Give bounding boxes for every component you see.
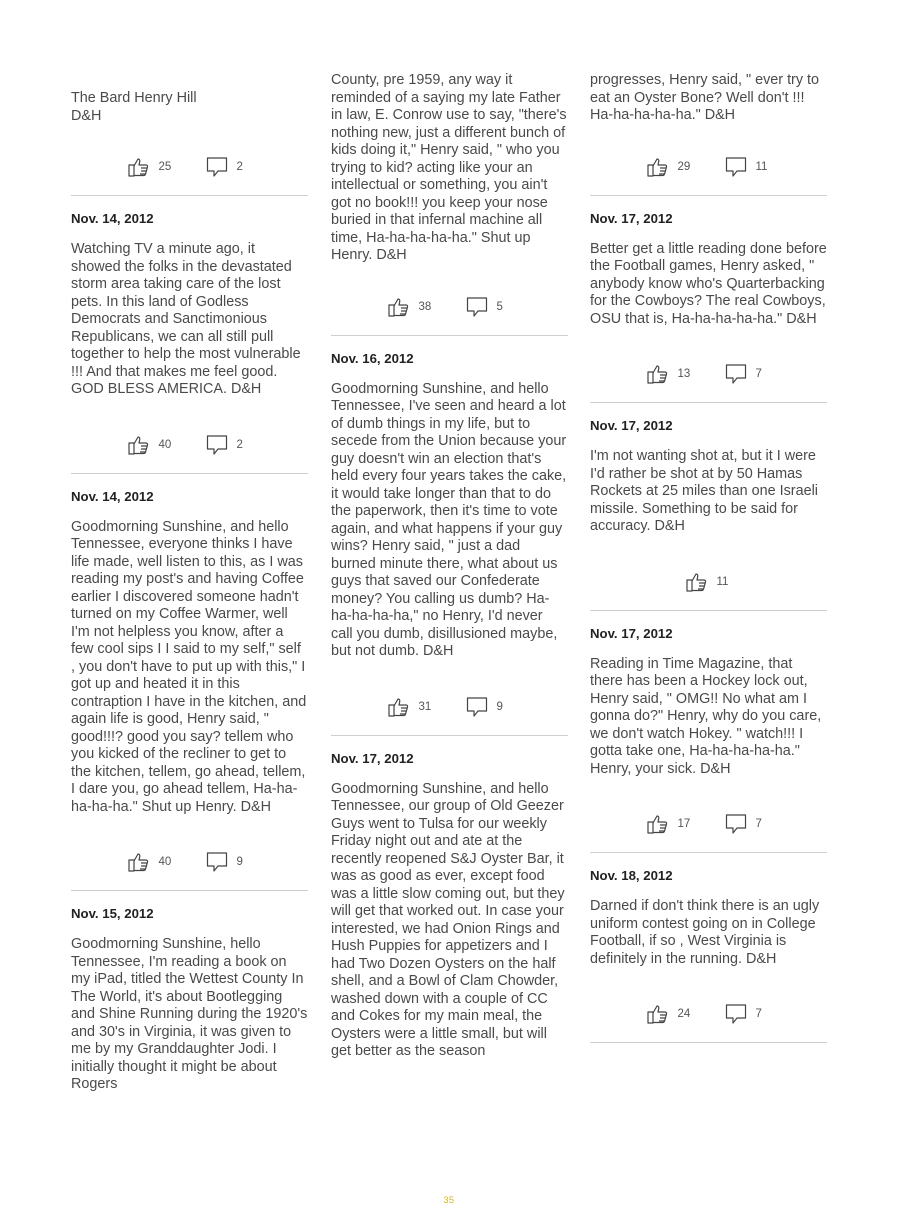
post-text: Reading in Time Magazine, that there has been a Hockey lock out, Henry said, " OMG!! No what am I gonna do?" Henry, why do you care, we don't watch Hokey. " watch!!! I gotta take one, Ha-ha-ha-ha-ha." Henry, your sick. D&H — [590, 655, 822, 777]
post — [590, 418, 827, 611]
comment-count: 2 — [236, 438, 243, 451]
like-stat[interactable] — [646, 812, 694, 836]
thumbs-up-icon[interactable] — [387, 295, 411, 319]
like-count: 25 — [158, 161, 172, 173]
speech-bubble-icon[interactable] — [724, 812, 748, 836]
speech-bubble-icon[interactable] — [465, 695, 489, 719]
like-count: 11 — [716, 575, 729, 588]
post-stats — [590, 570, 827, 594]
thumbs-up-icon[interactable] — [387, 695, 411, 719]
column-2 — [331, 71, 568, 1061]
column-3 — [590, 71, 827, 1043]
post-stats — [590, 1002, 827, 1026]
post — [71, 211, 308, 474]
thumbs-up-icon[interactable] — [646, 155, 670, 179]
comment-count: 11 — [755, 160, 768, 173]
speech-bubble-icon[interactable] — [724, 362, 748, 386]
comment-count: 9 — [236, 856, 243, 868]
post — [331, 351, 568, 736]
post — [590, 72, 827, 196]
post — [590, 626, 827, 854]
comment-stat[interactable] — [465, 295, 513, 319]
post-stats — [331, 295, 568, 319]
like-count: 17 — [677, 818, 691, 830]
post-text: County, pre 1959, any way it reminded of a saying my late Father in law, E. Conrow use to say, "there's nothing new, just a different bunch of kids doing it," Henry said, " who you trying to kid? acting like your an intellectual or something, you ain't got no book!!! you keep your nose buried in that infernal machine all time, Ha-ha-ha-ha-ha." Shut up Henry. D&H — [331, 72, 567, 263]
speech-bubble-icon[interactable] — [205, 155, 229, 179]
like-count: 29 — [677, 160, 691, 173]
comment-count: 9 — [496, 700, 503, 713]
post-stats — [71, 155, 308, 179]
comment-count: 2 — [236, 161, 243, 173]
speech-bubble-icon[interactable] — [724, 155, 748, 179]
post — [590, 868, 827, 1043]
post — [71, 90, 308, 196]
post-date: Nov. 17, 2012 — [590, 418, 673, 433]
comment-count: 7 — [755, 818, 762, 830]
like-count: 40 — [158, 438, 172, 451]
post-date: Nov. 16, 2012 — [331, 350, 414, 366]
post-text: Goodmorning Sunshine, and hello Tennessee, our group of Old Geezer Guys went to Tulsa for our weekly Friday night out and ate at the recently reopened S&J Oyster Bar, it was as good as ever, except food was a little slow coming out, but they will get that worked out. In case your interested, we had Onion Rings and Hush Puppies for appetizers and I had Two Dozen Oysters on the half shell, and a Bowl of Clam Chowder, washed down with a couple of CC and Cokes for my main meal, the Oysters were a little small, but will get better as the season — [331, 780, 565, 1059]
divider — [590, 852, 827, 853]
divider — [590, 610, 827, 611]
post-date: Nov. 17, 2012 — [590, 625, 673, 641]
post-date: Nov. 15, 2012 — [71, 906, 154, 921]
comment-count: 7 — [755, 368, 762, 380]
post-text: Better get a little reading done before the Football games, Henry asked, " anybody know who's Quarterbacking for the Cowboys? The real Cowboys, OSU that is, Ha-ha-ha-ha-ha." D&H — [590, 240, 827, 327]
post-date: Nov. 14, 2012 — [71, 488, 154, 504]
post-text: progresses, Henry said, " ever try to eat an Oyster Bone? Well don't !!! Ha-ha-ha-ha-ha." D&H — [590, 72, 820, 123]
post-stats — [331, 695, 568, 719]
divider — [590, 195, 827, 196]
like-stat[interactable] — [646, 362, 694, 386]
comment-stat[interactable] — [724, 155, 772, 179]
post — [590, 211, 827, 404]
divider — [71, 195, 308, 196]
post-text: Goodmorning Sunshine, hello Tennessee, I'm reading a book on my iPad, titled the Wettest County In The World, it's about Bootlegging and Shine Running during the 1920's and 30's in Virginia, it was given to me by my Granddaughter Jodi. I initially thought it might be about Rogers — [71, 936, 308, 1092]
post — [71, 906, 308, 1094]
like-stat[interactable] — [646, 155, 694, 179]
post — [331, 72, 568, 336]
post-date: Nov. 17, 2012 — [590, 210, 673, 226]
speech-bubble-icon[interactable] — [205, 850, 229, 874]
comment-stat[interactable] — [205, 155, 253, 179]
thumbs-up-icon[interactable] — [646, 362, 670, 386]
post-date: Nov. 18, 2012 — [590, 868, 673, 883]
thumbs-up-icon[interactable] — [127, 850, 151, 874]
comment-stat[interactable] — [724, 812, 772, 836]
like-stat[interactable] — [685, 570, 733, 594]
page-number: 35 — [443, 1195, 455, 1205]
speech-bubble-icon[interactable] — [724, 1002, 748, 1026]
divider — [590, 402, 827, 403]
post — [331, 751, 568, 1061]
like-count: 13 — [677, 368, 691, 380]
divider — [590, 1042, 827, 1043]
thumbs-up-icon[interactable] — [685, 570, 709, 594]
like-count: 31 — [418, 700, 432, 713]
thumbs-up-icon[interactable] — [646, 812, 670, 836]
comment-count: 5 — [496, 300, 503, 313]
post-stats — [590, 155, 827, 179]
thumbs-up-icon[interactable] — [646, 1002, 670, 1026]
post-stats — [590, 362, 827, 386]
comment-stat[interactable] — [724, 362, 772, 386]
comment-stat[interactable] — [465, 695, 513, 719]
like-count: 40 — [158, 856, 172, 868]
like-stat[interactable] — [127, 433, 175, 457]
like-stat[interactable] — [127, 155, 175, 179]
comment-stat[interactable] — [205, 850, 253, 874]
post-text: The Bard Henry Hill D&H — [71, 90, 197, 124]
post-text: Goodmorning Sunshine, and hello Tennessee, I've seen and heard a lot of dumb things in my life, but to secede from the Union because your guy doesn't win an election that's held every four years takes the cake, it would take longer than that to do the paperwork, then it's time to vote again, and what happens if your guy wins? Henry said, " just a dad burned minute there, what about us guys that saved our Confederate money? You calling us dumb? Ha-ha-ha-ha-ha," no Henry, I'd never call you dumb, disillusioned maybe, but not dumb. D&H — [331, 380, 567, 659]
comment-stat[interactable] — [724, 1002, 772, 1026]
post-date: Nov. 14, 2012 — [71, 211, 154, 226]
divider — [331, 335, 568, 336]
post-stats — [71, 433, 308, 457]
comment-count: 7 — [755, 1008, 762, 1020]
column-1 — [71, 71, 308, 1094]
post-stats — [71, 850, 308, 874]
like-stat[interactable] — [127, 850, 175, 874]
like-count: 24 — [677, 1008, 691, 1020]
post — [71, 489, 308, 892]
speech-bubble-icon[interactable] — [465, 295, 489, 319]
divider — [331, 735, 568, 736]
thumbs-up-icon[interactable] — [127, 433, 151, 457]
thumbs-up-icon[interactable] — [127, 155, 151, 179]
divider — [71, 473, 308, 474]
like-stat[interactable] — [387, 695, 435, 719]
post-text: Darned if don't think there is an ugly uniform contest going on in College Football, if so , West Virginia is definitely in the running. D&H — [590, 898, 820, 967]
like-stat[interactable] — [646, 1002, 694, 1026]
like-stat[interactable] — [387, 295, 435, 319]
post-date: Nov. 17, 2012 — [331, 750, 414, 766]
like-count: 38 — [418, 300, 432, 313]
post-stats — [590, 812, 827, 836]
post-text: I'm not wanting shot at, but it I were I'd rather be shot at by 50 Hamas Rockets at 25 miles than one Israeli missile. Something to be said for accuracy. D&H — [590, 448, 818, 534]
speech-bubble-icon[interactable] — [205, 433, 229, 457]
post-text: Goodmorning Sunshine, and hello Tennessee, everyone thinks I have life made, well listen to this, as I was reading my post's and having Coffee earlier I discovered someone hadn't turned on my Coffee Warmer, well I'm not helpless you know, after a few cool sips I I said to my self," self , you don't have to put up with this," I got up and heated it in this contraption I have in the kitchen, and again life is good, Henry said, " good!!!? good you say? tellem who you kicked of the recliner to get to the kitchen, tellem, go ahead, tellem, I dare you, go ahead tellem, Ha-ha-ha-ha-ha." Shut up Henry. D&H — [71, 518, 307, 815]
post-text: Watching TV a minute ago, it showed the folks in the devastated storm area taking care of the lost pets. In this land of Godless Democrats and Sanctimonious Republicans, we can all still pull together to help the most vulnerable !!! And that makes me feel good. GOD BLESS AMERICA. D&H — [71, 241, 301, 397]
comment-stat[interactable] — [205, 433, 253, 457]
divider — [71, 890, 308, 891]
